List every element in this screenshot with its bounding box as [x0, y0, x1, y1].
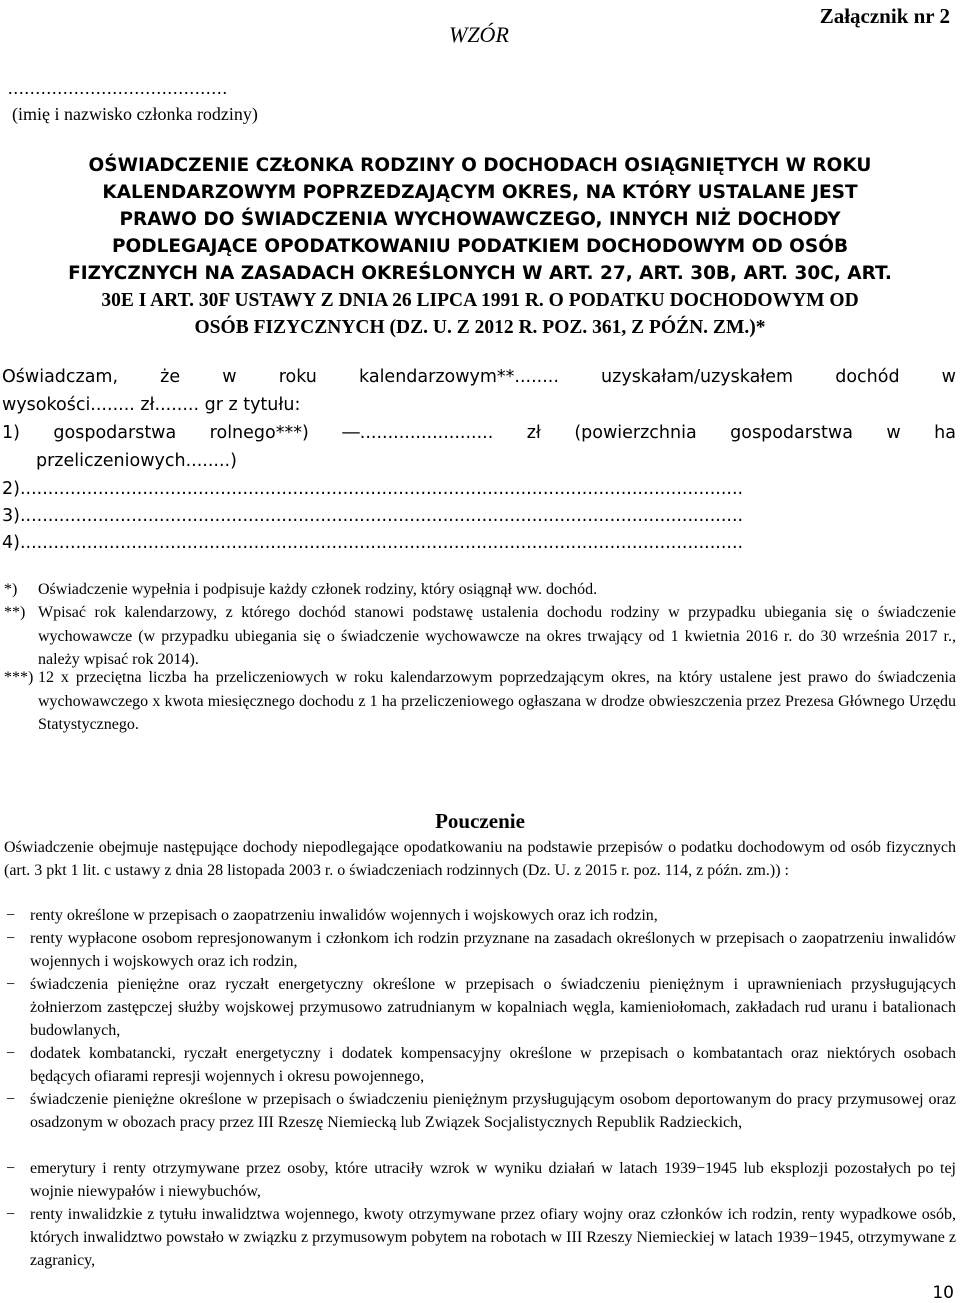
- dash-bullet: −: [6, 1045, 16, 1062]
- instructions-intro: Oświadczenie obejmuje następujące dochody niepodlegające opodatkowaniu na podstawie przepisów o podatku dochodowym od osób fizycznych (art. 3 pkt 1 lit. c ustawy z dnia 28 listopada 2003 r. o świadczeniach rodzinnych (Dz. U. z 2015 r. poz. 114, z późn. zm.)) :: [4, 839, 956, 879]
- footnote-1: [0, 578, 960, 602]
- dash-bullet: −: [6, 930, 16, 947]
- dash-bullet: −: [6, 1206, 16, 1223]
- footnote-3-mark: ***): [4, 669, 34, 686]
- title-line-4: PODLEGAJĄCE OPODATKOWANIU PODATKIEM DOCHODOWYM OD OSÓB: [111, 236, 849, 257]
- name-fill-line: ........................................: [8, 78, 228, 98]
- income-type-text: emerytury i renty otrzymywane przez osoby, które utraciły wzrok w wyniku działań w latach 1939−1945 lub eksplozji pozostałych po tej wojnie niewypałów i niewybuchów,: [30, 1160, 956, 1200]
- income-item-1-continued: przeliczeniowych........): [36, 451, 237, 471]
- document-title: [24, 152, 936, 341]
- footnote-1-mark: *): [4, 581, 18, 598]
- title-line-7: OSÓB FIZYCZNYCH (DZ. U. Z 2012 R. POZ. 361, Z PÓŹN. ZM.)*: [194, 317, 766, 338]
- income-item-1: 1) gospodarstwa rolnego***) ―........................ zł (powierzchnia gospodarstwa w ha: [2, 423, 956, 443]
- income-type-text: świadczenia pieniężne oraz ryczałt energetyczny określone w przepisach o świadczeniu pieniężnym i uprawnieniach przysługujących żołnierzom zastępczej służby wojskowej przymusowo zatrudnianym w kopalniach węgla, kamieniołomach, zakładach rud uranu i batalionach budowlanych,: [30, 976, 956, 1039]
- title-line-3: PRAWO DO ŚWIADCZENIA WYCHOWAWCZEGO, INNYCH NIŻ DOCHODY: [119, 209, 841, 230]
- income-item-3: 3)..................................................................................................................................: [2, 506, 744, 526]
- instructions-heading: Pouczenie: [435, 809, 525, 833]
- footnote-2-mark: **): [4, 604, 26, 621]
- template-label: WZÓR: [449, 22, 509, 47]
- title-line-5: FIZYCZNYCH NA ZASADACH OKREŚLONYCH W ART. 27, ART. 30B, ART. 30C, ART.: [68, 263, 892, 284]
- income-type-text: dodatek kombatancki, ryczałt energetyczny i dodatek kompensacyjny określone w przepisach o kombatantach oraz niektórych osobach będących ofiarami represji wojennych i okresu powojennego,: [30, 1045, 956, 1085]
- dash-bullet: −: [6, 1160, 16, 1177]
- dash-bullet: −: [6, 907, 16, 924]
- page-number: 10: [932, 1283, 954, 1303]
- declaration-line-1: Oświadczam, że w roku kalendarzowym**........ uzyskałam/uzyskałem dochód w: [2, 367, 956, 387]
- attachment-number: Załącznik nr 2: [819, 4, 950, 28]
- title-line-2: KALENDARZOWYM POPRZEDZAJĄCYM OKRES, NA KTÓRY USTALANE JEST: [102, 182, 858, 203]
- income-type-text: renty określone w przepisach o zaopatrzeniu inwalidów wojennych i wojskowych oraz ich rodzin,: [30, 907, 658, 924]
- footnote-2-text: Wpisać rok kalendarzowy, z którego dochód stanowi podstawę ustalenia dochodu rodziny w przypadku ubiegania się o świadczenie wychowawcze (w przypadku ubiegania się o świadczenie wychowawcze na okres trwający od 1 kwietnia 2016 r. do 30 września 2017 r., należy wpisać rok 2014).: [38, 604, 956, 668]
- footnote-1-text: Oświadczenie wypełnia i podpisuje każdy członek rodziny, który osiągnął ww. dochód.: [38, 581, 598, 598]
- footnote-3: [0, 666, 960, 738]
- footnote-3-text: 12 x przeciętna liczba ha przeliczeniowych w roku kalendarzowym poprzedzającym okres, na który ustalene jest prawo do świadczenia wychowawczego x kwota miesięcznego dochodu z 1 ha przeliczeniowego ogłaszana w drodze obwieszczenia przez Prezesa Głównego Urzędu Statystycznego.: [38, 669, 956, 733]
- dash-bullet: −: [6, 1091, 16, 1108]
- title-line-1: OŚWIADCZENIE CZŁONKA RODZINY O DOCHODACH OSIĄGNIĘTYCH W ROKU: [88, 155, 872, 176]
- income-item-4: 4)..................................................................................................................................: [2, 533, 744, 553]
- declaration-line-2: wysokości........ zł........ gr z tytułu:: [2, 395, 301, 415]
- title-line-6: 30E I ART. 30F USTAWY Z DNIA 26 LIPCA 1991 R. O PODATKU DOCHODOWYM OD: [101, 290, 859, 311]
- income-item-2: 2)..................................................................................................................................: [2, 479, 744, 499]
- dash-bullet: −: [6, 976, 16, 993]
- footnote-2: [0, 601, 960, 673]
- income-type-text: renty wypłacone osobom represjonowanym i członkom ich rodzin przyznane na zasadach określonych w przepisach o zaopatrzeniu inwalidów wojennych i wojskowych oraz ich rodzin,: [30, 930, 956, 970]
- income-type-text: renty inwalidzkie z tytułu inwalidztwa wojennego, kwoty otrzymywane przez ofiary wojny oraz członków ich rodzin, renty wypadkowe osób, których inwalidztwo powstało w związku z przymusowym pobytem na robotach w III Rzeszy Niemieckiej w latach 1939−1945, otrzymywane z zagranicy,: [30, 1206, 956, 1269]
- name-caption: (imię i nazwisko członka rodziny): [12, 104, 258, 124]
- income-type-text: świadczenie pieniężne określone w przepisach o świadczeniu pieniężnym przysługującym osobom deportowanym do pracy przymusowej oraz osadzonym w obozach pracy przez III Rzeszę Niemiecką lub Związek Socjalistycznych Republik Radzieckich,: [30, 1091, 956, 1131]
